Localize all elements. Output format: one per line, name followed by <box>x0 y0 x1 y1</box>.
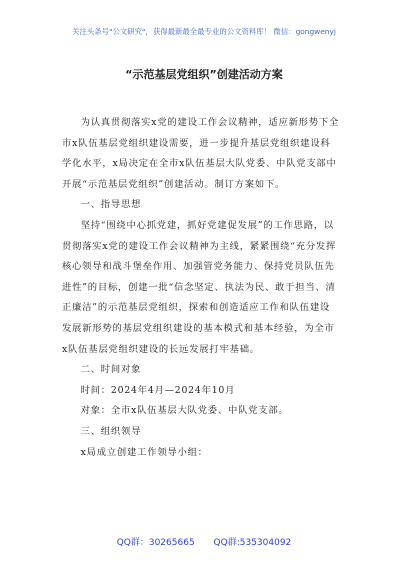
footer-contacts <box>0 535 408 548</box>
leadership-line: x局成立创建工作领导小组： <box>80 446 208 458</box>
qq-group-1: QQ群：30265665 <box>116 538 195 548</box>
section-heading-guiding-ideology: 一、指导思想 <box>80 199 142 211</box>
intro-paragraph: 为认真贯彻落实x党的建设工作会议精神，适应新形势下全市x队伍基层党组织建设需要，进一步提升基层党组织建设科学化水平，x局决定在全市x队伍基层大队党委、中队党支部中开展“示范基层党组织”创建活动。制订方案如下。 <box>62 117 340 190</box>
qq-group-2: QQ群:535304092 <box>213 538 292 548</box>
document-title: “示范基层党组织”创建活动方案 <box>125 68 283 81</box>
target-line: 对象：全市x队伍基层大队党委、中队党支部。 <box>80 405 289 417</box>
section-heading-leadership: 三、组织领导 <box>80 425 142 437</box>
time-line: 时间：2024年4月—2024年10月 <box>80 384 236 396</box>
header-notice: 关注头条号"公文研究"，获得最新最全最专业的公文资料库！ 微信：gongwenyj <box>72 27 336 36</box>
section-heading-time-target: 二、时间对象 <box>80 364 142 376</box>
guiding-ideology-paragraph: 坚持“围绕中心抓党建，抓好党建促发展”的工作思路，以贯彻落实x党的建设工作会议精神为主线，紧紧围绕“充分发挥核心领导和战斗堡垒作用、加强管党务能力、保持党员队伍先进性”的目标，创建一批“信念坚定、执法为民、敢于担当、清正廉洁”的示范基层党组织，探索和创造适应工作和队伍建设发展新形势的基层党组织建设的基本模式和基本经验，为全市x队伍基层党组织建设的长远发展打牢基础。 <box>62 219 337 355</box>
document-body <box>62 113 340 463</box>
